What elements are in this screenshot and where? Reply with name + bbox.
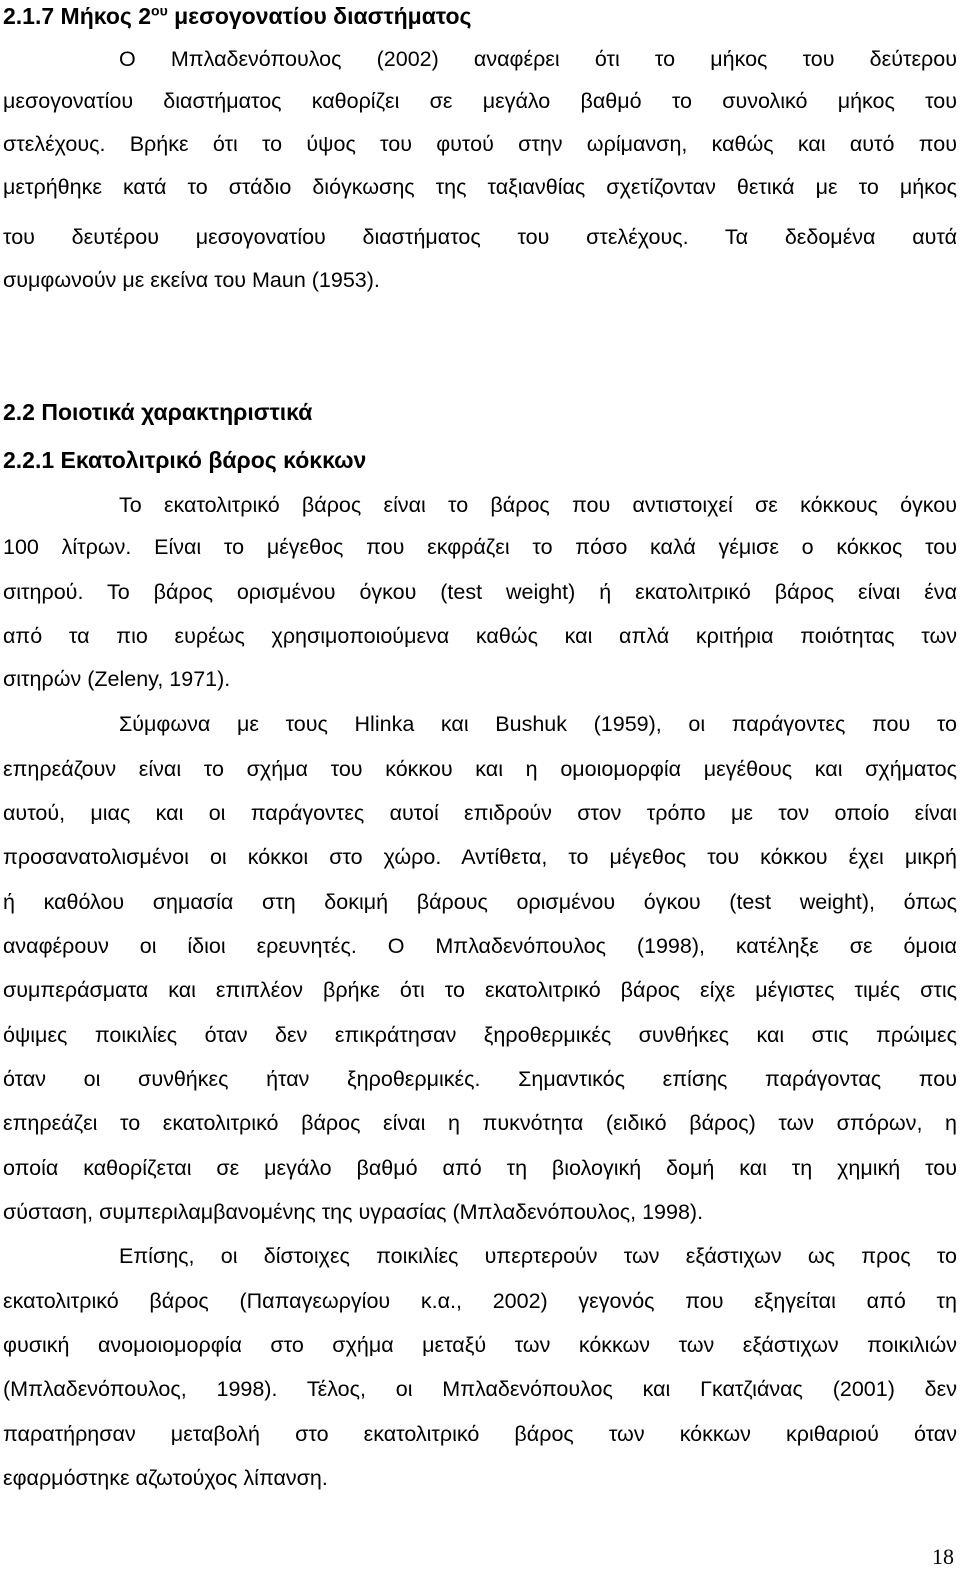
paragraph-line: φυσική ανομοιομορφία στο σχήμα μεταξύ των κόκκων των εξάστιχων ποικιλιών [3,1333,957,1357]
paragraph-line: σύσταση, συμπεριλαμβανομένης της υγρασίας (Μπλαδενόπουλος, 1998). [3,1200,704,1224]
paragraph-line: παρατήρησαν μεταβολή στο εκατολιτρικό βάρος των κόκκων κριθαριού όταν [3,1422,957,1446]
paragraph-line: όψιμες ποικιλίες όταν δεν επικράτησαν ξηροθερμικές συνθήκες και στις πρώιμες [3,1023,957,1047]
paragraph-line: (Μπλαδενόπουλος, 1998). Τέλος, οι Μπλαδενόπουλος και Γκατζιάνας (2001) δεν [3,1377,957,1401]
paragraph-line: επηρεάζει το εκατολιτρικό βάρος είναι η πυκνότητα (ειδικό βάρος) των σπόρων, η [3,1111,957,1135]
paragraph-line: Ο Μπλαδενόπουλος (2002) αναφέρει ότι το μήκος του δεύτερου [119,47,957,71]
paragraph-line: σιτηρών (Zeleny, 1971). [3,667,231,691]
paragraph-line: από τα πιο ευρέως χρησιμοποιούμενα καθώς και απλά κριτήρια ποιότητας των [3,624,957,648]
paragraph-line: συμφωνούν με εκείνα του Maun (1953). [3,268,380,292]
paragraph-line: Επίσης, οι δίστοιχες ποικιλίες υπερτερούν των εξάστιχων ως προς το [119,1244,957,1268]
paragraph-line: του δευτέρου μεσογονατίου διαστήματος του στελέχους. Τα δεδομένα αυτά [3,225,957,249]
paragraph-line: αναφέρουν οι ίδιοι ερευνητές. Ο Μπλαδενόπουλος (1998), κατέληξε σε όμοια [3,934,957,958]
paragraph-line: επηρεάζουν είναι το σχήμα του κόκκου και η ομοιομορφία μεγέθους και σχήματος [3,757,957,781]
paragraph-line: ή καθόλου σημασία στη δοκιμή βάρους ορισμένου όγκου (test weight), όπως [3,890,957,914]
section-heading-2-1-7: 2.1.7 Μήκος $2^{o\upsilon}$ μεσογονατίου διαστήματος [3,2,472,29]
paragraph-line: Σύμφωνα με τους Hlinka και Bushuk (1959), οι παράγοντες που το [119,712,957,736]
paragraph-line: μετρήθηκε κατά το στάδιο διόγκωσης της ταξιανθίας σχετίζονταν θετικά με το μήκος [3,175,957,199]
paragraph-line: προσανατολισμένοι οι κόκκοι στο χώρο. Αντίθετα, το μέγεθος του κόκκου έχει μικρή [3,845,957,869]
paragraph-line: μεσογονατίου διαστήματος καθορίζει σε μεγάλο βαθμό το συνολικό μήκος του [3,89,957,113]
paragraph-line: οποία καθορίζεται σε μεγάλο βαθμό από τη βιολογική δομή και τη χημική του [3,1156,957,1180]
paragraph-line: συμπεράσματα και επιπλέον βρήκε ότι το εκατολιτρικό βάρος είχε μέγιστες τιμές στις [3,978,957,1002]
paragraph-line: στελέχους. Βρήκε ότι το ύψος του φυτού στην ωρίμανση, καθώς και αυτό που [3,132,957,156]
section-heading-2-2-1: 2.2.1 Εκατολιτρικό βάρος κόκκων [3,447,367,473]
paragraph-line: εφαρμόστηκε αζωτούχος λίπανση. [3,1466,328,1490]
paragraph-line: Το εκατολιτρικό βάρος είναι το βάρος που αντιστοιχεί σε κόκκους όγκου [119,493,957,517]
paragraph-line: εκατολιτρικό βάρος (Παπαγεωργίου κ.α., 2002) γεγονός που εξηγείται από τη [3,1289,957,1313]
paragraph-line: αυτού, μιας και οι παράγοντες αυτοί επιδρούν στον τρόπο με τον οποίο είναι [3,801,957,825]
page-number: 18 [932,1544,954,1569]
paragraph-line: 100 λίτρων. Είναι το μέγεθος που εκφράζει το πόσο καλά γέμισε ο κόκκος του [3,535,957,559]
paragraph-line: σιτηρού. Το βάρος ορισμένου όγκου (test weight) ή εκατολιτρικό βάρος είναι ένα [3,580,957,604]
section-heading-2-2: 2.2 Ποιοτικά χαρακτηριστικά [3,399,313,425]
paragraph-line: όταν οι συνθήκες ήταν ξηροθερμικές. Σημαντικός επίσης παράγοντας που [3,1067,957,1091]
